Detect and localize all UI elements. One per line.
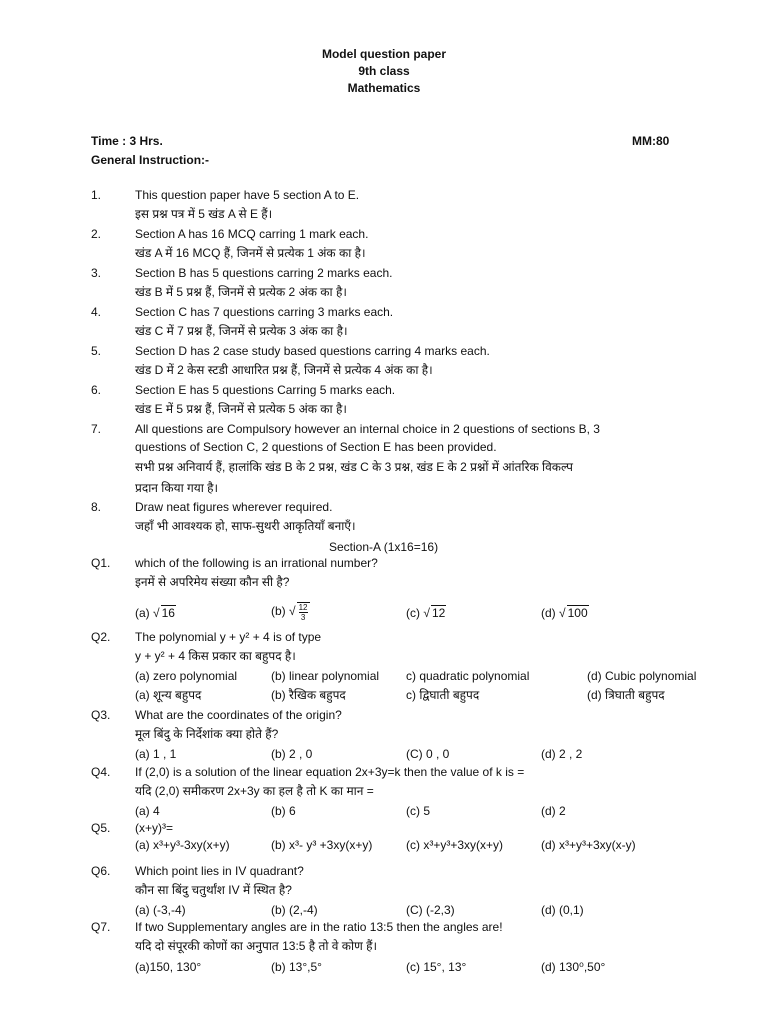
question-number: Q7. [91,920,111,934]
option-d: (d) 130⁰,50° [541,960,606,974]
question-english: What are the coordinates of the origin? [135,708,342,722]
numerator: 12 [298,603,308,612]
option-d: (d) x³+y³+3xy(x-y) [541,838,636,852]
instruction-english: This question paper have 5 section A to E. [135,188,360,202]
question-english: (x+y)³= [135,821,174,835]
option-c-hindi: c) द्विघाती बहुपद [406,688,480,702]
option-d: (d) 2 , 2 [541,747,583,761]
instruction-english: Section E has 5 questions Carring 5 marks each. [135,383,396,397]
time-label: Time : 3 Hrs. [91,134,163,148]
instruction-number: 1. [91,188,102,202]
option-label: (d) [541,606,556,620]
instruction-number: 4. [91,305,102,319]
option-d-hindi: (d) त्रिघाती बहुपद [587,688,665,702]
option-a: (a) zero polynomial [135,669,238,683]
general-instruction-heading: General Instruction:- [91,153,210,167]
sqrt-sign-icon: √ [289,604,296,619]
option-b: (b) (2,-4) [271,903,318,917]
question-number: Q1. [91,556,111,570]
option-label: (c) [406,606,420,620]
instruction-number: 7. [91,422,102,436]
question-number: Q5. [91,821,111,835]
sqrt-sign-icon: √ [153,606,160,620]
section-a-heading: Section-A (1x16=16) [329,540,439,554]
instruction-number: 8. [91,500,102,514]
instruction-number: 3. [91,266,102,280]
instruction-number: 6. [91,383,102,397]
instruction-english: Section D has 2 case study based questions carring 4 marks each. [135,344,490,358]
instruction-english-continued: questions of Section C, 2 questions of Section E has been provided. [135,440,497,454]
question-hindi: यदि दो संपूरकी कोणों का अनुपात 13:5 है तो वे कोण हैं। [135,939,378,953]
radicand: 16 [161,606,175,620]
question-number: Q3. [91,708,111,722]
option-b-hindi: (b) रैखिक बहुपद [271,688,346,702]
instruction-hindi: खंड B में 5 प्रश्न हैं, जिनमें से प्रत्येक 2 अंक का है। [135,285,347,299]
option-b: (b) linear polynomial [271,669,380,683]
subject-label: Mathematics [347,81,421,95]
option-c: (c) 5 [406,804,430,818]
option-a: (a)150, 130° [135,960,202,974]
question-english: which of the following is an irrational number? [135,556,378,570]
option-a: (a) 4 [135,804,160,818]
option-label: (a) [135,606,150,620]
instruction-hindi: खंड D में 2 केस स्टडी आधारित प्रश्न हैं, जिनमें से प्रत्येक 4 अंक का है। [135,363,433,377]
question-hindi: कौन सा बिंदु चतुर्थांश IV में स्थित है? [135,883,292,897]
question-english: If (2,0) is a solution of the linear equation 2x+3y=k then the value of k is = [135,765,525,779]
instruction-english: Section B has 5 questions carring 2 marks each. [135,266,393,280]
option-d: (d) 2 [541,804,566,818]
instruction-hindi: इस प्रश्न पत्र में 5 खंड A से E हैं। [135,207,273,221]
denominator: 3 [300,613,306,622]
option-b: (b) 6 [271,804,296,818]
fraction [297,602,310,622]
option-d: (d) Cubic polynomial [587,669,697,683]
instruction-number: 5. [91,344,102,358]
radicand: 100 [567,606,588,620]
question-hindi: यदि (2,0) समीकरण 2x+3y का हल है तो K का मान = [135,784,374,798]
instruction-hindi: खंड A में 16 MCQ हैं, जिनमें से प्रत्येक 1 अंक का है। [135,246,366,260]
instruction-number: 2. [91,227,102,241]
instruction-hindi-continued: प्रदान किया गया है। [135,481,219,495]
question-number: Q2. [91,630,111,644]
option-a: (a) 1 , 1 [135,747,177,761]
option-a: (a) x³+y³-3xy(x+y) [135,838,230,852]
question-english: Which point lies in IV quadrant? [135,864,304,878]
question-english: The polynomial y + y² + 4 is of type [135,630,322,644]
radicand: 12 [431,606,446,620]
paper-title: Model question paper [321,47,446,61]
option-c: (C) 0 , 0 [406,747,450,761]
sqrt-sign-icon: √ [423,606,430,620]
option-a-hindi: (a) शून्य बहुपद [135,688,202,702]
max-marks-label: MM:80 [632,134,670,148]
option-a [135,605,176,620]
instruction-hindi: खंड C में 7 प्रश्न हैं, जिनमें से प्रत्येक 3 अंक का है। [135,324,348,338]
question-english: If two Supplementary angles are in the ratio 13:5 then the angles are! [135,920,503,934]
option-label: (b) [271,604,286,619]
question-hindi: इनमें से अपरिमेय संख्या कौन सी है? [135,575,290,589]
instruction-hindi: सभी प्रश्न अनिवार्य हैं, हालांकि खंड B के 2 प्रश्न, खंड C के 3 प्रश्न, खंड E के 2 प्रश्नों में आंतरिक विकल्प [135,460,573,474]
option-b: (b) 13°,5° [271,960,322,974]
instruction-hindi: खंड E में 5 प्रश्न हैं, जिनमें से प्रत्येक 5 अंक का है। [135,402,347,416]
instruction-english: Draw neat figures wherever required. [135,500,333,514]
option-b: (b) x³- y³ +3xy(x+y) [271,838,373,852]
instruction-english: All questions are Compulsory however an internal choice in 2 questions of sections B, 3 [135,422,600,436]
option-b [271,602,310,622]
option-d: (d) (0,1) [541,903,584,917]
option-a: (a) (-3,-4) [135,903,186,917]
option-c [406,605,446,620]
question-hindi: y + y² + 4 किस प्रकार का बहुपद है। [135,649,296,663]
sqrt-sign-icon: √ [559,606,566,620]
instruction-english: Section A has 16 MCQ carring 1 mark each. [135,227,369,241]
question-number: Q4. [91,765,111,779]
class-label: 9th class [358,64,410,78]
instruction-hindi: जहाँ भी आवश्यक हो, साफ-सुथरी आकृतियाँ बनाएँ। [135,519,356,533]
question-hindi: मूल बिंदु के निर्देशांक क्या होते हैं? [135,727,279,741]
option-d [541,605,589,620]
option-b: (b) 2 , 0 [271,747,313,761]
question-number: Q6. [91,864,111,878]
option-c: c) quadratic polynomial [406,669,530,683]
option-c: (c) x³+y³+3xy(x+y) [406,838,504,852]
option-c: (C) (-2,3) [406,903,455,917]
option-c: (c) 15°, 13° [406,960,467,974]
instruction-english: Section C has 7 questions carring 3 marks each. [135,305,394,319]
